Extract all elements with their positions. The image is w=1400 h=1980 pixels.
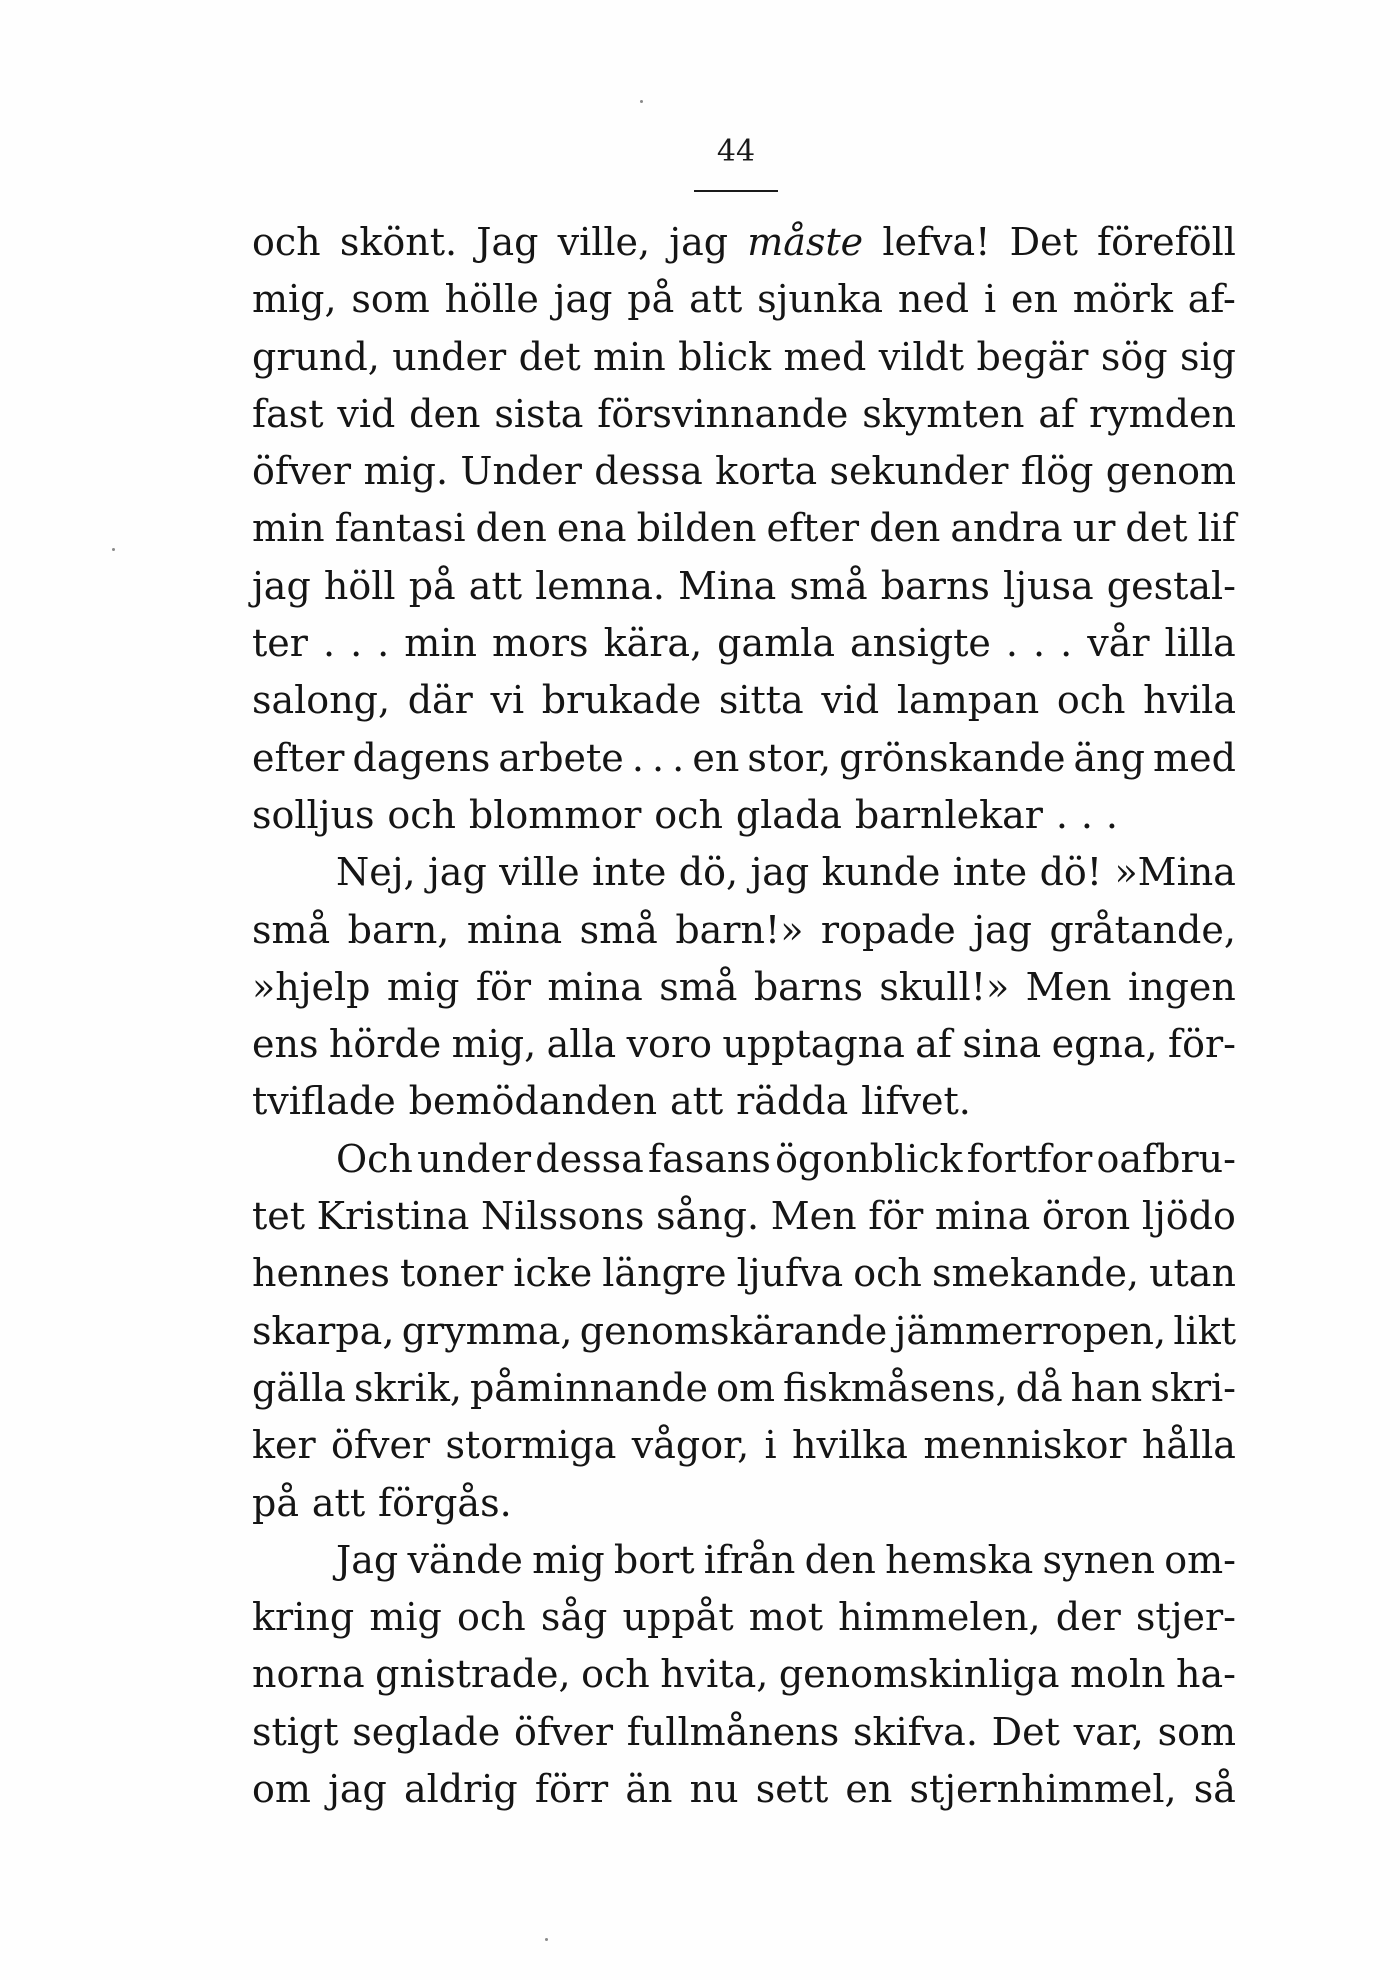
word: och — [387, 792, 456, 837]
word: kära, — [603, 621, 703, 666]
word: för — [868, 1194, 924, 1239]
text-line — [252, 558, 1236, 615]
word: ropade — [820, 907, 956, 952]
word: blommor — [468, 792, 642, 837]
word: mig — [532, 1537, 605, 1582]
word: mot — [748, 1595, 823, 1640]
word: uppåt — [622, 1595, 734, 1640]
word: »Mina — [1114, 850, 1236, 895]
word: af — [915, 1022, 953, 1067]
page-number: 44 — [716, 134, 756, 169]
word: hvita, — [660, 1652, 769, 1697]
word: smekande, — [931, 1251, 1140, 1296]
word: ha- — [1176, 1652, 1236, 1697]
word: upptagna — [722, 1022, 905, 1067]
word: ingen — [1127, 964, 1236, 1009]
word: om — [252, 1767, 311, 1812]
word: genomskinliga — [778, 1652, 1060, 1697]
word: voro — [626, 1022, 712, 1067]
word: barn, — [347, 907, 450, 952]
word: dessa — [535, 1136, 644, 1181]
word: . — [672, 735, 685, 780]
word: Jag — [336, 1537, 399, 1582]
word: . — [1055, 792, 1068, 837]
word: där — [407, 678, 473, 723]
word: inte — [591, 850, 667, 895]
word: bemödanden — [408, 1079, 658, 1124]
paper-speck — [640, 100, 643, 103]
word: ena — [556, 506, 627, 551]
word: lampan — [896, 678, 1040, 723]
word: barnlekar — [854, 792, 1043, 837]
word: fantasi — [334, 506, 466, 551]
word: hörde — [328, 1022, 442, 1067]
word: öfver — [331, 1423, 431, 1468]
word: ansigte — [850, 621, 991, 666]
word: äng — [1073, 735, 1145, 780]
text-line — [252, 1303, 1236, 1360]
word: gestal- — [1106, 563, 1236, 608]
word: jag — [553, 277, 613, 322]
paper-speck — [545, 1938, 548, 1941]
word: längre — [602, 1251, 727, 1296]
word: vi — [490, 678, 525, 723]
word: flög — [1020, 449, 1094, 494]
word: synen — [1042, 1537, 1155, 1582]
word: jag — [973, 907, 1032, 952]
word: solljus — [252, 792, 375, 837]
word: gamla — [717, 621, 835, 666]
word: hålla — [1141, 1423, 1236, 1468]
body-text — [252, 214, 1236, 1818]
word: ljusa — [1003, 563, 1094, 608]
word: han — [1070, 1365, 1143, 1410]
word: för — [475, 964, 531, 1009]
text-line — [252, 1646, 1236, 1703]
word: moln — [1069, 1652, 1166, 1697]
word: Det — [1009, 220, 1078, 264]
word: rädda — [736, 1079, 849, 1124]
word: sång. — [656, 1194, 760, 1239]
word: om- — [1164, 1537, 1236, 1582]
word: salong, — [252, 678, 391, 723]
word: blick — [678, 334, 772, 379]
word: brukade — [541, 678, 702, 723]
word: som — [1157, 1709, 1236, 1754]
word: gnistrade, — [375, 1652, 571, 1697]
word: skönt. — [339, 220, 458, 264]
word: . — [322, 621, 336, 666]
word: . — [631, 735, 644, 780]
word: himmelen, — [838, 1595, 1041, 1640]
word: korta — [715, 449, 818, 494]
word: sjunka — [757, 277, 884, 322]
word: öfver — [513, 1709, 614, 1754]
word: små — [579, 907, 658, 952]
word: med — [1153, 735, 1236, 780]
word: jag — [428, 850, 487, 895]
word: tviflade — [252, 1079, 396, 1124]
word: hölle — [444, 277, 539, 322]
word: så — [1193, 1767, 1236, 1812]
word: fast — [252, 391, 324, 436]
word: hemska — [885, 1537, 1034, 1582]
word: arbete — [498, 735, 624, 780]
text-line — [252, 1417, 1236, 1474]
word: dessa — [594, 449, 703, 494]
word: gråtande, — [1049, 907, 1236, 952]
word: sina — [962, 1022, 1042, 1067]
word: rymden — [1088, 391, 1236, 436]
word: vildt — [878, 334, 965, 379]
word: mig — [369, 1595, 442, 1640]
word: under — [392, 334, 507, 379]
text-line — [252, 1016, 1236, 1073]
word: sista — [494, 391, 584, 436]
word: fullmånens — [626, 1709, 840, 1754]
word: än — [625, 1767, 673, 1812]
word: glada — [735, 792, 842, 837]
word: af- — [1187, 277, 1236, 322]
text-line — [252, 443, 1236, 500]
word: utan — [1149, 1251, 1236, 1296]
word: fortfor — [966, 1136, 1093, 1181]
word: försvinnande — [597, 391, 849, 436]
word: icke — [513, 1251, 593, 1296]
word: Men — [770, 1194, 857, 1239]
word: fasans — [648, 1136, 771, 1181]
word: mina — [547, 964, 643, 1009]
word: stigt — [252, 1709, 339, 1754]
text-line — [252, 500, 1236, 557]
word: seglade — [352, 1709, 501, 1754]
word: och — [654, 792, 723, 837]
word: Det — [991, 1709, 1060, 1754]
word: ljödo — [1141, 1194, 1236, 1239]
word: dö! — [1039, 850, 1103, 895]
word: . — [1033, 621, 1046, 666]
word: genom — [1105, 449, 1236, 494]
word: jag — [252, 563, 311, 608]
word: alla — [546, 1022, 617, 1067]
word: ur — [1072, 506, 1116, 551]
word: hennes — [252, 1251, 390, 1296]
word: vände — [407, 1537, 523, 1582]
word: stjernhimmel, — [909, 1767, 1177, 1812]
word: ker — [252, 1423, 316, 1468]
word: menniskor — [923, 1423, 1127, 1468]
word: skarpa, — [252, 1308, 395, 1353]
text-line — [252, 844, 1236, 901]
word: och — [853, 1251, 922, 1296]
word: min — [593, 334, 666, 379]
word: stormiga — [445, 1423, 617, 1468]
word: den — [804, 1537, 876, 1582]
word: inte — [952, 850, 1028, 895]
word: begär — [976, 334, 1089, 379]
word: var, — [1073, 1709, 1144, 1754]
text-line — [252, 902, 1236, 959]
word: i — [983, 277, 997, 322]
word: på — [627, 277, 675, 322]
word: den — [869, 506, 941, 551]
word: dö, — [678, 850, 739, 895]
word: Nej, — [336, 850, 416, 895]
word: det — [518, 334, 581, 379]
word: att — [689, 277, 743, 322]
word: andra — [950, 506, 1063, 551]
word: likt — [1173, 1308, 1236, 1353]
word: . — [1060, 621, 1073, 666]
word: i — [764, 1423, 777, 1468]
word: ville — [499, 850, 580, 895]
word: dagens — [352, 735, 491, 780]
word: stor, — [747, 735, 832, 780]
word: . — [652, 735, 665, 780]
text-line — [252, 329, 1236, 386]
word: jag — [669, 220, 729, 264]
text-line — [252, 615, 1236, 672]
word: och — [252, 220, 321, 264]
word: sitta — [718, 678, 804, 723]
word: sett — [755, 1767, 829, 1812]
word: lefva! — [882, 220, 991, 264]
word: »hjelp — [252, 964, 371, 1009]
word: Jag — [476, 220, 539, 264]
word: Nilssons — [481, 1194, 645, 1239]
word: den — [475, 506, 547, 551]
word: skifva. — [852, 1709, 978, 1754]
word: egna, — [1051, 1022, 1158, 1067]
text-line — [252, 1131, 1236, 1188]
word: ifrån — [703, 1537, 796, 1582]
word: min — [404, 621, 477, 666]
word: barns — [880, 563, 990, 608]
word: på — [252, 1480, 299, 1525]
word: mig, — [451, 1022, 537, 1067]
text-line — [252, 386, 1236, 443]
word: mörk — [1072, 277, 1173, 322]
word: på — [408, 563, 456, 608]
word: fiskmåsens, — [783, 1365, 1008, 1410]
word: gälla — [252, 1365, 346, 1410]
word: ned — [897, 277, 970, 322]
word: aldrig — [403, 1767, 518, 1812]
word: efter — [766, 506, 860, 551]
word: lilla — [1164, 621, 1236, 666]
word: föreföll — [1097, 220, 1236, 264]
word: efter — [252, 735, 345, 780]
text-line — [252, 787, 1236, 844]
word: kring — [252, 1595, 355, 1640]
word: att — [468, 563, 522, 608]
word: vid — [337, 391, 396, 436]
word: barns — [753, 964, 863, 1009]
word: jag — [750, 850, 810, 895]
page-number-rule — [694, 190, 778, 192]
word: nu — [689, 1767, 739, 1812]
word: . — [1005, 621, 1018, 666]
word: bilden — [636, 506, 757, 551]
text-line — [252, 730, 1236, 787]
word: mors — [491, 621, 589, 666]
word: lif — [1197, 506, 1236, 551]
word: om — [716, 1365, 775, 1410]
word: hvilka — [792, 1423, 908, 1468]
word: förgås. — [378, 1480, 512, 1525]
word: sig — [1179, 334, 1236, 379]
word: en — [692, 735, 740, 780]
word: skull!» — [879, 964, 1010, 1009]
word: sekunder — [829, 449, 1009, 494]
word: små — [789, 563, 868, 608]
word: skymten — [862, 391, 1025, 436]
word: Mina — [678, 563, 777, 608]
word: vågor, — [631, 1423, 750, 1468]
word: Under — [460, 449, 582, 494]
word: en — [1010, 277, 1058, 322]
text-line — [252, 214, 1236, 271]
word: skrik, — [353, 1365, 462, 1410]
word: förr — [534, 1767, 609, 1812]
text-line — [252, 1704, 1236, 1761]
text-line — [252, 1245, 1236, 1302]
word: öron — [1041, 1194, 1131, 1239]
word: der — [1055, 1595, 1121, 1640]
word: att — [670, 1079, 724, 1124]
word: och — [581, 1652, 650, 1697]
word: sög — [1100, 334, 1168, 379]
word: bort — [613, 1537, 695, 1582]
word: barn!» — [675, 907, 804, 952]
word: oafbru- — [1096, 1136, 1236, 1181]
word: . — [1080, 792, 1093, 837]
word: små — [659, 964, 738, 1009]
word: en — [845, 1767, 893, 1812]
word: ljufva — [736, 1251, 844, 1296]
word: måste — [747, 220, 864, 264]
text-line — [252, 1761, 1236, 1818]
paper-speck — [112, 548, 115, 551]
word: och — [457, 1595, 526, 1640]
word: tet — [252, 1194, 306, 1239]
text-line — [252, 1589, 1236, 1646]
word: . — [1105, 792, 1118, 837]
word: jämmerropen, — [894, 1308, 1167, 1353]
word: vår — [1087, 621, 1150, 666]
word: genomskärande — [579, 1308, 888, 1353]
word: små — [252, 907, 331, 952]
word: ter — [252, 621, 308, 666]
word: stjer- — [1135, 1595, 1236, 1640]
word: med — [783, 334, 867, 379]
word: under — [417, 1136, 532, 1181]
word: mina — [934, 1194, 1031, 1239]
word: af — [1038, 391, 1076, 436]
text-line — [252, 1188, 1236, 1245]
text-line — [252, 1360, 1236, 1417]
word: min — [252, 506, 325, 551]
word: grönskande — [839, 735, 1066, 780]
word: lemna. — [535, 563, 666, 608]
word: påminnande — [469, 1365, 709, 1410]
word: för- — [1168, 1022, 1236, 1067]
word: . — [350, 621, 363, 666]
word: då — [1015, 1365, 1063, 1410]
word: mig — [386, 964, 460, 1009]
word: jag — [328, 1767, 387, 1812]
word: toner — [399, 1251, 504, 1296]
word: norna — [252, 1652, 365, 1697]
word: grymma, — [401, 1308, 573, 1353]
word: vid — [821, 678, 880, 723]
word: ville, — [557, 220, 651, 264]
word: mig. — [363, 449, 449, 494]
word: den — [409, 391, 481, 436]
text-line — [252, 1475, 1236, 1532]
word: mig, — [252, 277, 337, 322]
word: öfver — [252, 449, 352, 494]
text-line — [252, 959, 1236, 1016]
word: och — [1056, 678, 1126, 723]
word: lifvet. — [861, 1079, 971, 1124]
word: ögonblick — [775, 1136, 963, 1181]
text-line — [252, 1532, 1236, 1589]
text-line — [252, 672, 1236, 729]
word: Men — [1025, 964, 1112, 1009]
word: mina — [466, 907, 563, 952]
word: som — [351, 277, 430, 322]
word: att — [311, 1480, 366, 1525]
text-line — [252, 1073, 1236, 1130]
word: det — [1125, 506, 1188, 551]
word: skri- — [1150, 1365, 1236, 1410]
word: hvila — [1143, 678, 1236, 723]
word: Kristina — [316, 1194, 470, 1239]
text-line — [252, 271, 1236, 328]
word: ens — [252, 1022, 319, 1067]
word: grund, — [252, 334, 380, 379]
word: . — [377, 621, 390, 666]
word: höll — [323, 563, 396, 608]
word: kunde — [821, 850, 941, 895]
word: såg — [540, 1595, 608, 1640]
word: Och — [336, 1136, 413, 1181]
